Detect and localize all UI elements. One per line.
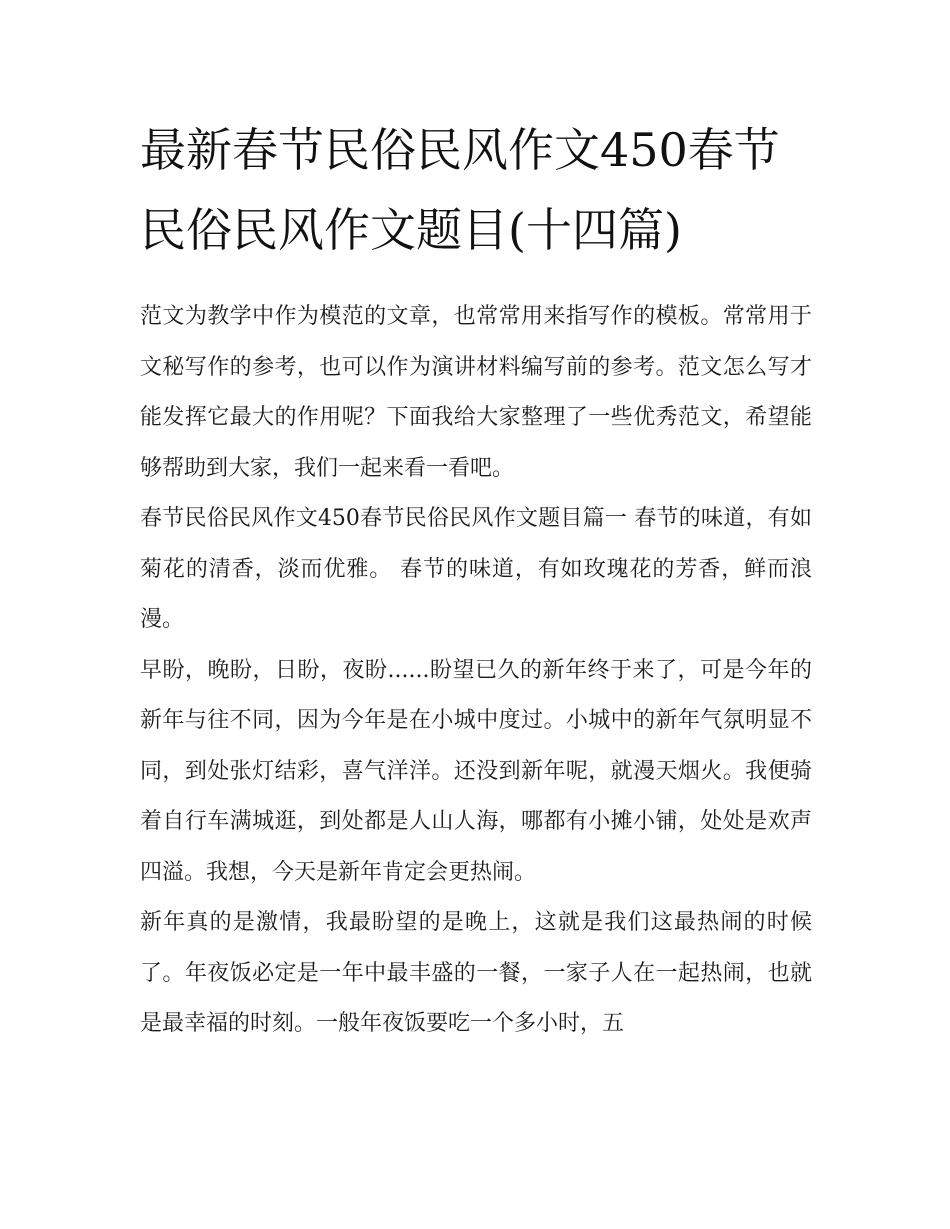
- paragraph-essay-1: 春节民俗民风作文450春节民俗民风作文题目篇一 春节的味道，有如菊花的清香，淡而优雅。 春节的味道，有如玫瑰花的芳香，鲜而浪漫。: [140, 506, 812, 632]
- paragraph-essay-2: 早盼，晚盼，日盼，夜盼......盼望已久的新年终于来了，可是今年的新年与往不同，因为今年是在小城中度过。小城中的新年气氛明显不同，到处张灯结彩，喜气洋洋。还没到新年呢，就漫天烟火。我便骑着自行车满城逛，到处都是人山人海，哪都有小摊小铺，处处是欢声四溢。我想，今天是新年肯定会更热闹。: [140, 657, 812, 885]
- paragraph-intro: 范文为教学中作为模范的文章，也常常用来指写作的模板。常常用于文秘写作的参考，也可以作为演讲材料编写前的参考。范文怎么写才能发挥它最大的作用呢？下面我给大家整理了一些优秀范文，希望能够帮助到大家，我们一起来看一看吧。: [140, 304, 812, 481]
- document-title: 最新春节民俗民风作文450春节民俗民风作文题目(十四篇): [140, 123, 780, 257]
- document-page: [140, 110, 812, 1050]
- paragraph-essay-3: 新年真的是激情，我最盼望的是晚上，这就是我们这最热闹的时候了。年夜饭必定是一年中最丰盛的一餐，一家子人在一起热闹，也就是最幸福的时刻。一般年夜饭要吃一个多小时，五: [140, 910, 812, 1036]
